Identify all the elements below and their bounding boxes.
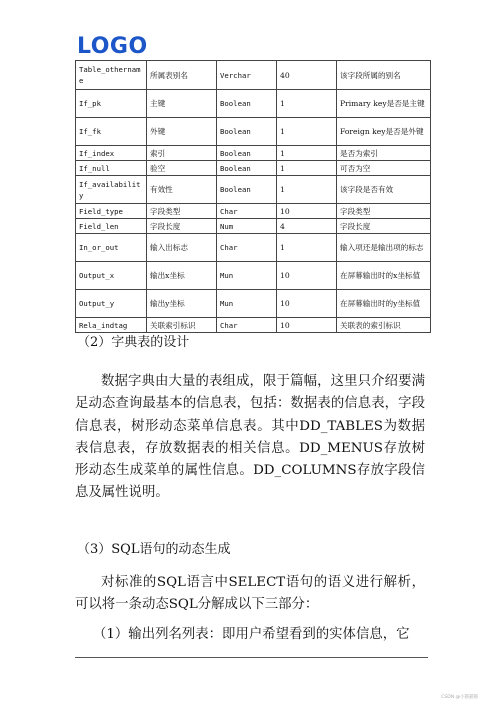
field-desc-cell: 输入项还是输出项的标志 [337, 234, 431, 262]
field-length-cell: 10 [277, 204, 337, 219]
field-label-cell: 主键 [147, 90, 217, 118]
field-length-cell: 1 [277, 234, 337, 262]
table-row [76, 161, 431, 176]
field-name-cell: If_fk [76, 118, 147, 146]
field-length-cell: 1 [277, 161, 337, 176]
field-length-cell: 10 [277, 290, 337, 318]
field-label-cell: 有效性 [147, 176, 217, 204]
field-length-cell: 1 [277, 90, 337, 118]
field-label-cell: 关联索引标识 [147, 318, 217, 333]
field-length-cell: 40 [277, 61, 337, 90]
field-name-cell: If_null [76, 161, 147, 176]
field-name-cell: Output_x [76, 262, 147, 290]
field-type-cell: Boolean [217, 146, 277, 161]
field-type-cell: Boolean [217, 161, 277, 176]
section-2-paragraph: 数据字典由大量的表组成，限于篇幅，这里只介绍要满足动态查询最基本的信息表，包括：数据表的信息表，字段信息表，树形动态菜单信息表。其中DD_TABLES为数据表信息表，存放数据表的相关信息。DD_MENUS存放树形动态生成菜单的属性信息。DD_COLUMNS存放字段信息及属性说明。 [75, 374, 425, 501]
field-desc-cell: 是否为索引 [337, 146, 431, 161]
field-label-cell: 外键 [147, 118, 217, 146]
footer-rule [75, 657, 428, 658]
field-spec-table [75, 60, 431, 333]
field-desc-cell: 该字段是否有效 [337, 176, 431, 204]
field-type-cell: Verchar [217, 61, 277, 90]
field-length-cell: 10 [277, 318, 337, 333]
field-label-cell: 所属表别名 [147, 61, 217, 90]
field-label-cell: 字段长度 [147, 219, 217, 234]
section-3-heading: （3）SQL语句的动态生成 [77, 542, 231, 557]
table-row [76, 118, 431, 146]
field-name-cell: Field_len [76, 219, 147, 234]
field-length-cell: 1 [277, 176, 337, 204]
field-name-cell: If_index [76, 146, 147, 161]
field-desc-cell: 在屏幕输出时的x坐标值 [337, 262, 431, 290]
field-name-cell: If_availability [76, 176, 147, 204]
field-length-cell: 1 [277, 146, 337, 161]
field-type-cell: Boolean [217, 90, 277, 118]
field-type-cell: Mun [217, 290, 277, 318]
table-row [76, 90, 431, 118]
field-type-cell: Char [217, 318, 277, 333]
table-row [76, 290, 431, 318]
field-label-cell: 索引 [147, 146, 217, 161]
field-type-cell: Char [217, 204, 277, 219]
field-desc-cell: 字段类型 [337, 204, 431, 219]
field-type-cell: Char [217, 234, 277, 262]
field-name-cell: Rela_indtag [76, 318, 147, 333]
table-row [76, 234, 431, 262]
field-desc-cell: Primary key是否是主键 [337, 90, 431, 118]
field-name-cell: Field_type [76, 204, 147, 219]
table-row [76, 219, 431, 234]
field-label-cell: 输入出标志 [147, 234, 217, 262]
section-3-paragraph: 对标准的SQL语言中SELECT语句的语义进行解析，可以将一条动态SQL分解成以下三部分： [75, 575, 425, 613]
table-row [76, 61, 431, 90]
field-desc-cell: 可否为空 [337, 161, 431, 176]
field-label-cell: 验空 [147, 161, 217, 176]
field-label-cell: 输出x坐标 [147, 262, 217, 290]
field-name-cell: Output_y [76, 290, 147, 318]
logo: LOGO [77, 34, 148, 59]
field-length-cell: 10 [277, 262, 337, 290]
field-label-cell: 字段类型 [147, 204, 217, 219]
field-desc-cell: Foreign key是否是外键 [337, 118, 431, 146]
field-label-cell: 输出y坐标 [147, 290, 217, 318]
field-type-cell: Mun [217, 262, 277, 290]
field-name-cell: If_pk [76, 90, 147, 118]
field-desc-cell: 在屏幕输出时的y坐标值 [337, 290, 431, 318]
table-row [76, 262, 431, 290]
section-2-heading: （2）字典表的设计 [77, 335, 190, 350]
field-type-cell: Num [217, 219, 277, 234]
watermark: CSDN @小猫猫猫 [441, 695, 478, 700]
table-row [76, 204, 431, 219]
field-desc-cell: 字段长度 [337, 219, 431, 234]
field-desc-cell: 该字段所属的别名 [337, 61, 431, 90]
field-type-cell: Boolean [217, 118, 277, 146]
field-type-cell: Boolean [217, 176, 277, 204]
field-desc-cell: 关联表的索引标识 [337, 318, 431, 333]
table-row [76, 318, 431, 333]
field-length-cell: 1 [277, 118, 337, 146]
field-name-cell: In_or_out [76, 234, 147, 262]
table-row [76, 146, 431, 161]
field-length-cell: 4 [277, 219, 337, 234]
field-name-cell: Table_othername [76, 61, 147, 90]
section-3-item-1: （1）输出列名列表：即用户希望看到的实体信息，它 [93, 627, 410, 642]
table-row [76, 176, 431, 204]
